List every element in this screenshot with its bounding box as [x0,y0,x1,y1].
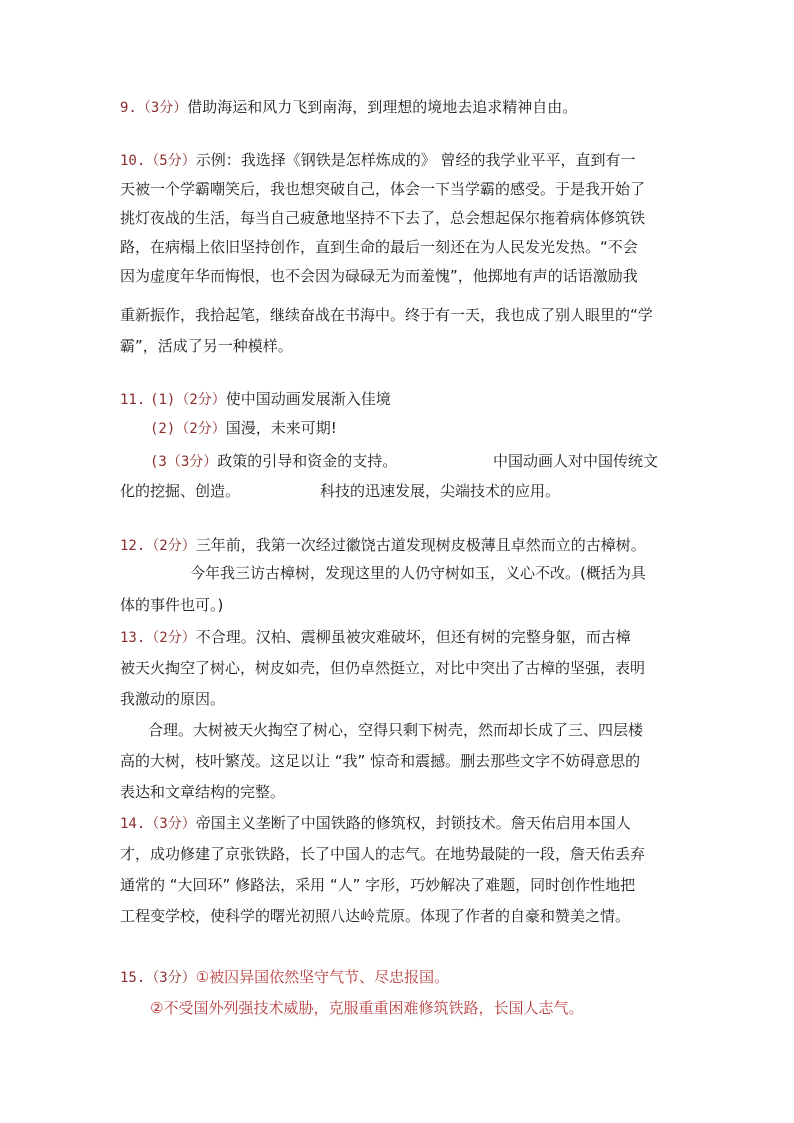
question-label: 14.（3分） [120,816,196,832]
answer-12-line-3: 体的事件也可。) [120,596,224,614]
answer-10-line-2: 天被一个学霸嘲笑后，我也想突破自己，体会一下当学霸的感受。于是我开始了 [120,180,646,198]
answer-15-item-1 [120,966,449,989]
answer-11-sub-3-d: 科技的迅速发展，尖端技术的应用。 [320,482,561,500]
answer-15-item-2: ②不受国外列强技术威胁，克服重重困难修筑铁路，长国人志气。 [150,999,584,1017]
question-label: 13.（2分） [120,630,196,646]
question-label: 12.（2分） [120,538,196,554]
answer-text: 三年前，我第一次经过徽饶古道发现树皮极薄且卓然而立的古樟树。 [195,536,646,554]
answer-11-sub-3 [150,450,397,473]
answer-11-sub-3-c: 化的挖掘、创造。 [120,482,241,500]
answer-9 [120,96,577,119]
sub-label: (1)（2分） [150,392,226,408]
answer-text: 使中国动画发展渐入佳境 [225,390,391,408]
answer-13-line-6: 表达和文章结构的完整。 [120,783,286,801]
answer-11-sub-1 [120,388,391,411]
answer-text: 示例：我选择《钢铁是怎样炼成的》 曾经的我学业平平，直到有一 [195,151,636,169]
answer-text: ①被囚异国依然坚守气节、尽忠报国。 [195,968,450,986]
answer-14-line-4: 工程变学校，使科学的曙光初照八达岭荒原。体现了作者的自豪和赞美之情。 [120,907,631,925]
answer-text: 政策的引导和资金的支持。 [217,452,398,470]
answer-10-line-6: 重新振作，我拾起笔，继续奋战在书海中。终于有一天，我也成了别人眼里的“学 [120,306,653,324]
answer-text: 国漫，未来可期! [225,419,337,437]
answer-13-line-3: 我激动的原因。 [120,690,226,708]
sub-label: (3（3分） [150,454,218,470]
answer-text: 帝国主义垄断了中国铁路的修筑权，封锁技术。詹天佑启用本国人 [195,814,631,832]
answer-12-line-2: 今年我三访古樟树，发现这里的人仍守树如玉，义心不改。(概括为具 [190,564,646,582]
answer-10-line-4: 路，在病榻上依旧坚持创作，直到生命的最后一刻还在为人民发光发热。“不会 [120,238,638,256]
question-label: 9.（3分） [120,100,188,116]
answer-14-line-3: 通常的 “大回环” 修路法，采用 “人” 字形，巧妙解决了难题，同时创作性地把 [120,876,636,894]
answer-10-line-5: 因为虚度年华而悔恨，也不会因为碌碌无为而羞愧”，他掷地有声的话语激励我 [120,267,638,285]
answer-10-line-3: 挑灯夜战的生活，每当自己疲惫地坚持不下去了，总会想起保尔拖着病体修筑铁 [120,209,646,227]
answer-14-line-2: 才，成功修建了京张铁路，长了中国人的志气。在地势最陡的一段，詹天佑丢弃 [120,845,646,863]
answer-10-line-1 [120,149,636,172]
answer-text: 借助海运和风力飞到南海，到理想的境地去追求精神自由。 [187,98,578,116]
question-label: 15.（3分） [120,970,196,986]
answer-13-line-5: 高的大树，枝叶繁茂。这足以让 “我” 惊奇和震撼。删去那些文字不妨碍意思的 [120,752,641,770]
answer-14-line-1 [120,812,631,835]
answer-13-line-1 [120,626,631,649]
answer-13-line-2: 被天火掏空了树心，树皮如壳，但仍卓然挺立，对比中突出了古樟的坚强，表明 [120,659,646,677]
question-label: 11. [120,392,146,408]
answer-12-line-1 [120,534,646,557]
answer-10-line-7: 霸”，活成了另一种模样。 [120,337,293,355]
answer-13-line-4: 合理。大树被天火掏空了树心，空得只剩下树壳，然而却长成了三、四层楼 [148,721,644,739]
answer-11-sub-3-b: 中国动画人对中国传统文 [493,452,659,470]
answer-11-sub-2 [150,417,337,440]
answer-text: 不合理。汉柏、震柳虽被灾难破坏，但还有树的完整身躯，而古樟 [195,628,631,646]
sub-label: (2)（2分） [150,421,226,437]
question-label: 10.（5分） [120,153,196,169]
